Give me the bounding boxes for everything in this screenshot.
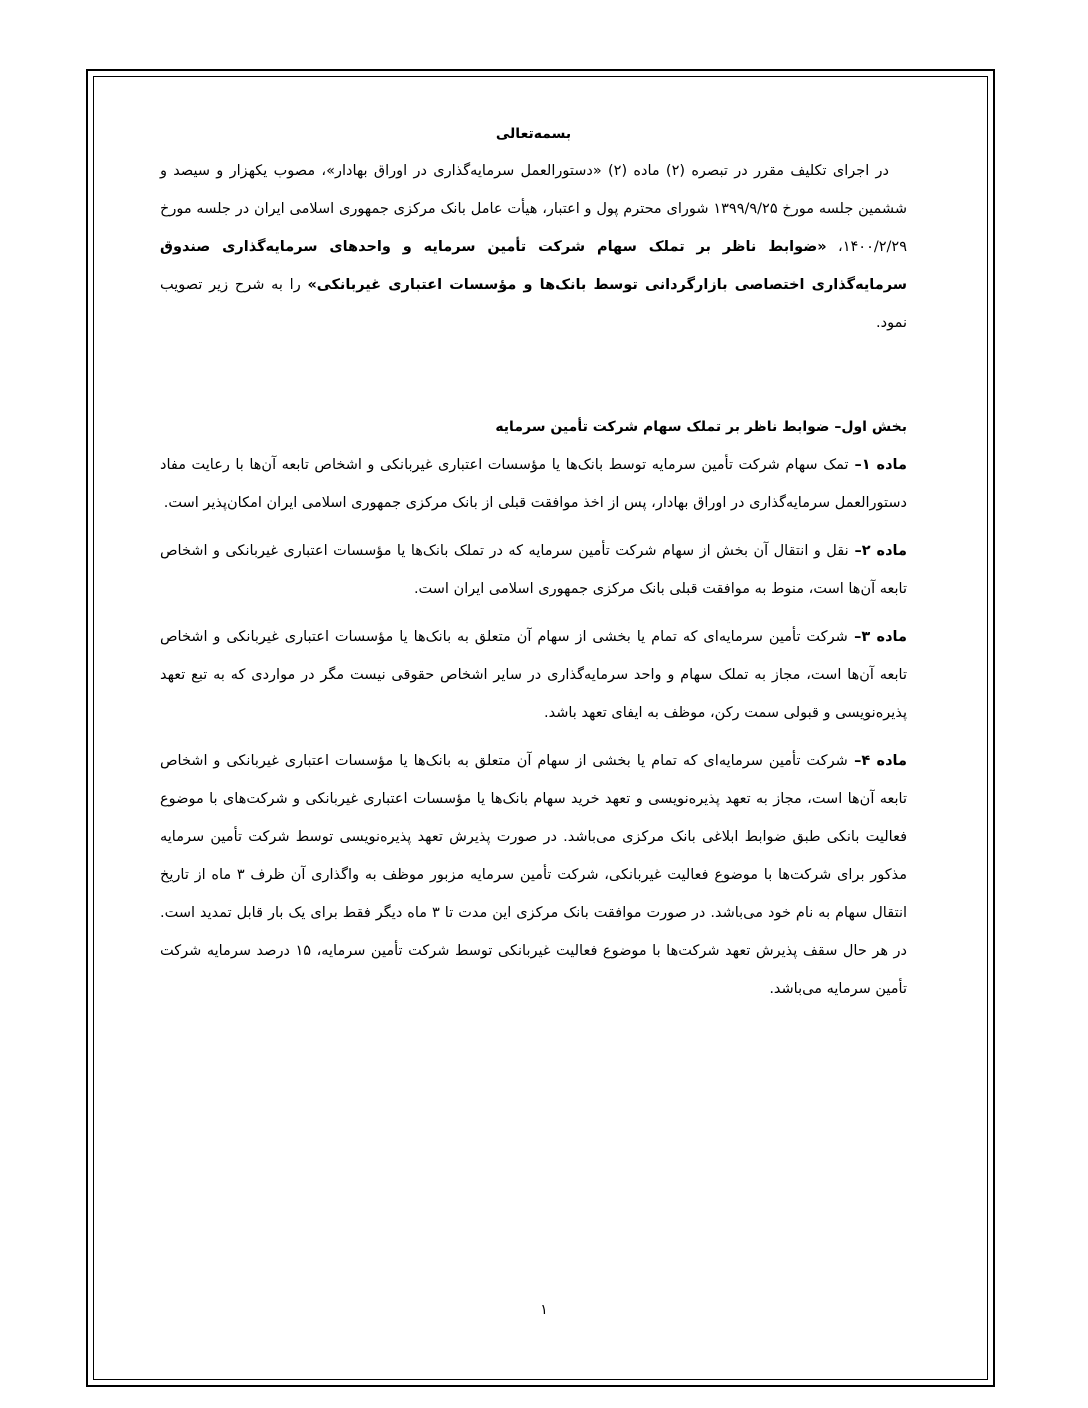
article-1-text: تمک سهام شرکت تأمین سرمایه توسط بانک‌ها یا مؤسسات اعتباری غیربانکی و اشخاص تابعه آن‌ها با رعایت مفاد دستورالعمل سرمایه‌گذاری در اوراق بهادار، پس از اخذ موافقت قبلی از بانک مرکزی جمهوری اسلامی ایران امکان‌پذیر است.	[160, 457, 907, 511]
article-4	[160, 742, 907, 1008]
intro-paragraph	[160, 152, 907, 342]
article-3-text: شرکت تأمین سرمایه‌ای که تمام یا بخشی از سهام آن متعلق به بانک‌ها یا مؤسسات اعتباری غیربانکی و اشخاص تابعه آن‌ها است، مجاز به تملک سهام و واحد سرمایه‌گذاری در سایر اشخاص حقوقی نیست مگر در مواردی که به تبع تعهد پذیره‌نویسی و قبولی سمت رکن، موظف به ایفای تعهد باشد.	[160, 629, 907, 721]
article-3-label: ماده ۳–	[847, 629, 907, 645]
intro-text-start: در اجرای تکلیف مقرر در تبصره (۲) ماده (۲) «دستورالعمل سرمایه‌گذاری در اوراق بهادار»، مصوب یکهزار و سیصد و ششمین جلسه مورخ ۱۳۹۹/۹/۲۵ شورای محترم پول و اعتبار، هیأت عامل بانک مرکزی جمهوری اسلامی ایران در جلسه مورخ ۱۴۰۰/۲/۲۹،	[160, 163, 908, 255]
article-3	[160, 618, 907, 732]
basmala-heading: بسمه‌تعالی	[495, 126, 572, 142]
article-4-label: ماده ۴–	[847, 753, 907, 769]
article-1-label: ماده ۱–	[848, 457, 907, 473]
page-number: ۱	[540, 1302, 548, 1318]
article-4-text: شرکت تأمین سرمایه‌ای که تمام یا بخشی از سهام آن متعلق به بانک‌ها یا مؤسسات اعتباری غیربانکی و اشخاص تابعه آن‌ها است، مجاز به تعهد پذیره‌نویسی و تعهد خرید سهام بانک‌ها یا مؤسسات اعتباری غیربانکی و شرکت‌های با موضوع فعالیت بانکی طبق ضوابط ابلاغی بانک مرکزی می‌باشد. در صورت پذیرش تعهد پذیره‌نویسی توسط شرکت تأمین سرمایه مذکور برای شرکت‌ها با موضوع فعالیت غیربانکی، شرکت تأمین سرمایه مزبور موظف به واگذاری آن ظرف ۳ ماه از تاریخ انتقال سهام به نام خود می‌باشد. در صورت موافقت بانک مرکزی این مدت تا ۳ ماه دیگر فقط برای یک بار قابل تمدید است. در هر حال سقف پذیرش تعهد شرکت‌ها با موضوع فعالیت غیربانکی توسط شرکت تأمین سرمایه، ۱۵ درصد سرمایه شرکت تأمین سرمایه می‌باشد.	[160, 753, 908, 997]
article-2-text: نقل و انتقال آن بخش از سهام شرکت تأمین سرمایه که در تملک بانک‌ها یا مؤسسات اعتباری غیربانکی و اشخاص تابعه آن‌ها است، منوط به موافقت قبلی بانک مرکزی جمهوری اسلامی ایران است.	[160, 543, 907, 597]
document-body	[160, 122, 907, 1018]
article-2	[160, 532, 907, 608]
regulation-title: «ضوابط ناظر بر تملک سهام شرکت تأمین سرمایه و واحدهای سرمایه‌گذاری صندوق سرمایه‌گذاری اختصاصی بازارگردانی توسط بانک‌ها و مؤسسات اعتباری غیربانکی»	[160, 239, 908, 293]
article-2-label: ماده ۲–	[848, 543, 907, 559]
section-heading: بخش اول– ضوابط ناظر بر تملک سهام شرکت تأمین سرمایه	[495, 419, 907, 435]
intro-text-end: را به شرح زیر تصویب نمود.	[160, 277, 907, 331]
article-1	[160, 446, 907, 522]
